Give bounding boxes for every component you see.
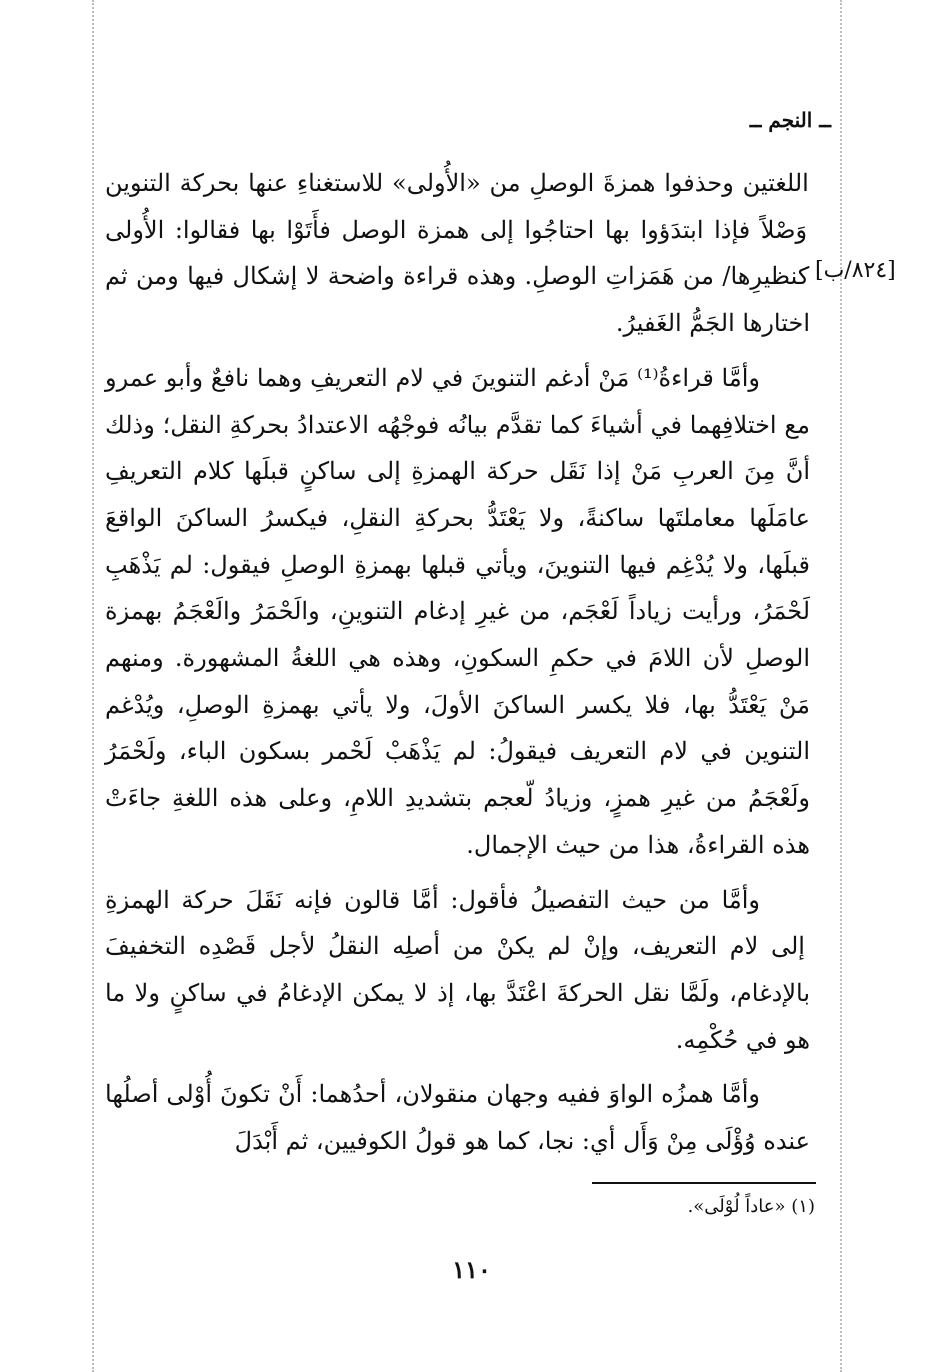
line: ما هو في حُكْمِه.: [105, 978, 810, 1054]
line: وأمَّا من حيث التفصيلُ فأقول: أمَّا قالون فإنه نَقَلَ حركة الهمزةِ إلى: [105, 885, 805, 961]
paragraph-gap: [105, 1063, 810, 1071]
running-header: ــ النجم ــ: [749, 108, 831, 132]
paragraph-1: [105, 160, 810, 347]
paragraph-3: [105, 877, 810, 1064]
line: وأمَّا همزُه الواوَ ففيه وجهان منقولان، أحدُهما: أَنْ تكونَ أُوْلى: [158, 1080, 760, 1109]
paragraph-gap: [105, 869, 810, 877]
paragraph-gap: [105, 347, 810, 355]
manuscript-folio-note: [٨٢٤/ب]: [815, 258, 896, 283]
paragraph-2: [105, 355, 810, 869]
line: وعلى هذه اللغةِ جاءَتْ هذه القراءةُ، هذا من حيث الإجمال.: [105, 784, 810, 859]
line: كنظيرِها/ من هَمَزاتِ الوصلِ. وهذه قراءة واضحة لا إشكال فيها ومن ثم: [105, 262, 810, 291]
main-text: [105, 160, 810, 1165]
line: الساكنَ الواقعَ قبلَها، ولا يُدْغِم فيها التنوينَ، ويأتي قبلها بهمزةِ الوصلِ: [105, 503, 810, 579]
footnote-1: (١) «عاداً لُوْلَى».: [687, 1196, 815, 1217]
line: وَصْلاً فإذا ابتدَؤوا بها احتاجُوا إلى همزة الوصل فأَتَوْا بها فقالوا: الأُولى: [105, 215, 808, 244]
line: اللغتين وحذفوا همزةَ الوصلِ من «الأُولى» للاستغناءِ عنها بحركة التنوين: [105, 169, 809, 197]
line: وأمَّا قراءةُ⁽¹⁾ مَنْ أدغم التنوينَ في لام التعريفِ وهما نافعٌ: [203, 363, 760, 392]
line: النقل؛ وذلك أنَّ مِنَ العربِ مَنْ إذا نَقَل حركة الهمزةِ إلى ساكنٍ قبلَها: [105, 410, 810, 486]
paragraph-4: [105, 1071, 810, 1164]
line: أصلُها عنده وُؤْلَى مِنْ وَأَل أي: نجا، كما هو قولُ الكوفيين، ثم أَبْدَلَ: [105, 1080, 810, 1156]
line: اللغةُ المشهورة. ومنهم مَنْ يَعْتَدُّ بها، فلا يكسر الساكنَ الأولَ، ولا يأتي: [105, 644, 811, 719]
line: فيقول: لم يَذْهَبِ لَحْمَرُ، ورأيت زياداً لَعْجَم، من غيرِ إدغام التنوينِ،: [105, 550, 811, 626]
line: بالإدغام، ولَمَّا نقل الحركةَ اعْتَدَّ بها، إذ لا يمكن الإدغامُ في ساكنٍ ولا: [125, 978, 810, 1007]
page-number: ١١٠: [452, 1255, 491, 1284]
footnote-separator: [592, 1182, 816, 1184]
line: بسكون الباء، ولَحْمَرُ ولَعْجَمُ من غيرِ همزٍ، وزيادُ لّعجم بتشديدِ اللامِ،: [105, 737, 810, 813]
line: اختارها الجَمُّ الغَفيرُ.: [615, 309, 810, 338]
line: كلام التعريفِ عامَلَها معاملتَها ساكنةً، ولا يَعْتَدُّ بحركةِ النقلِ، فيكسرُ: [105, 457, 810, 532]
dotted-margin-line-right: [840, 0, 842, 1372]
line: بهمزةِ الوصلِ، ويُدْغم التنوين في لام التعريف فيقولُ: لم يَذْهَبْ لَحْمر: [105, 690, 811, 766]
dotted-margin-line-left: [92, 0, 94, 1372]
line: لام التعريف، وإنْ لم يكنْ من أصلِه النقلُ لأجل قَصْدِه التخفيفَ: [105, 932, 759, 961]
line: والَحْمَرُ والَعْجَمُ بهمزة الوصلِ لأن اللامَ في حكمِ السكونِ، وهذه هي: [105, 597, 811, 673]
line: وأبو عمرو مع اختلافِهما في أشياءَ كما تقدَّم بيانُه فوجْهُه الاعتدادُ بحركةِ: [105, 363, 811, 439]
